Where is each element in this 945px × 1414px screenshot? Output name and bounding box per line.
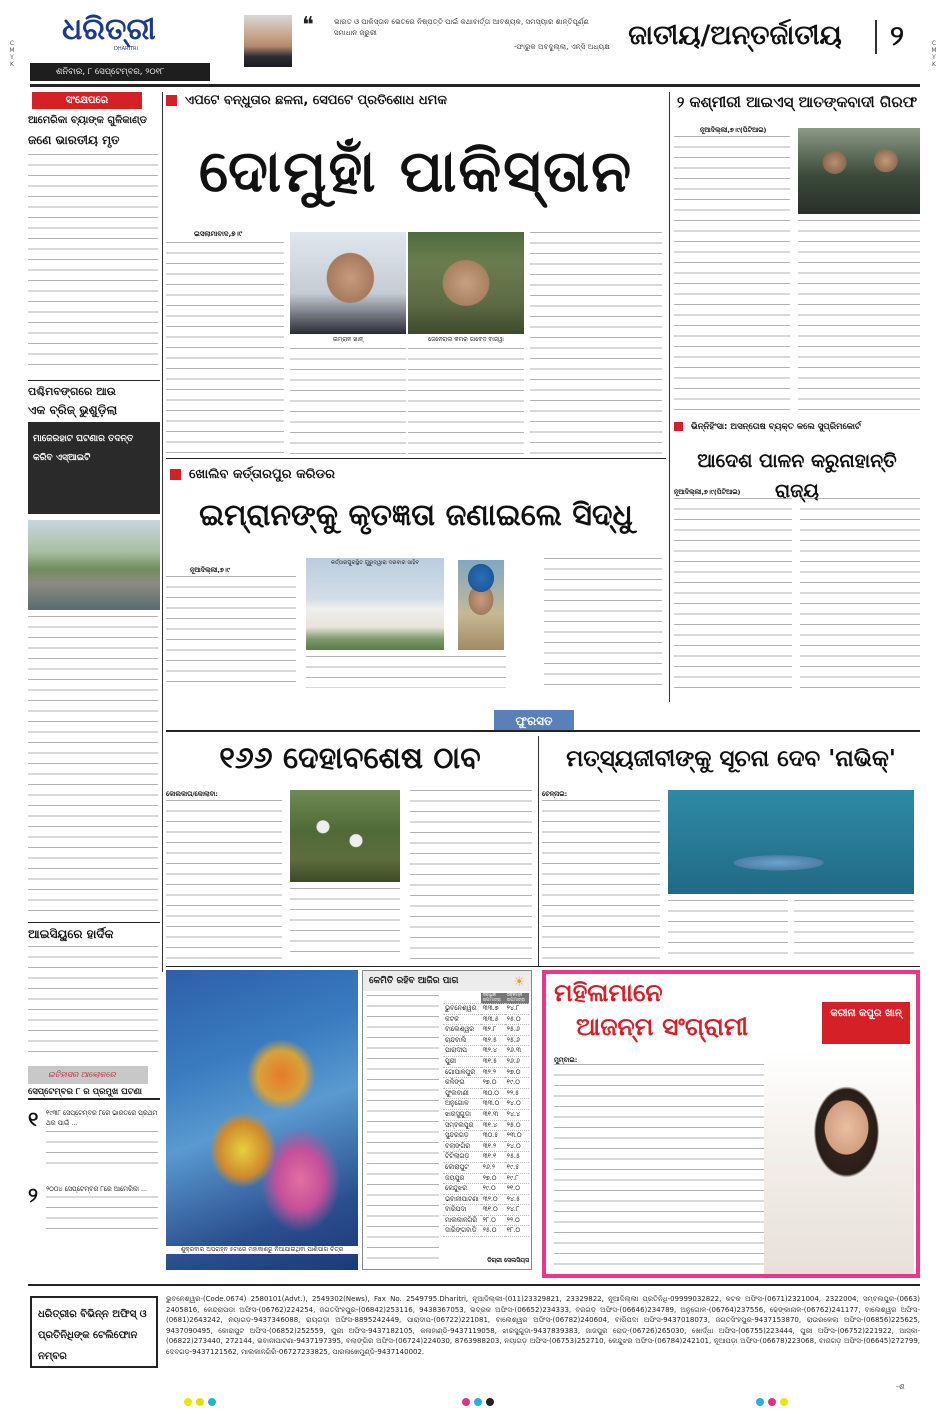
weather-row — [443, 1131, 529, 1142]
general-bajwa-photo — [408, 232, 524, 334]
weather-max: ୨୭.୦ — [481, 1173, 505, 1184]
weather-city: ଚାନ୍ଦବାଲି — [443, 1035, 481, 1046]
sc-dateline: ନୂଆଦିଲ୍ଲୀ,୭।୯(ପିଟିଆଇ) — [674, 488, 741, 496]
weather-max: ୩୧.୪ — [481, 1120, 505, 1131]
weather-max: ୩୧.୦ — [481, 1205, 505, 1216]
weather-min: ୨୧.୦ — [505, 1184, 529, 1195]
sidhu-kicker-text: ଖୋଲିବ କର୍ତ୍ତାରପୁର କରିଡର — [189, 467, 336, 482]
left-sidebar — [28, 92, 160, 1322]
caption-imran: ଇମ୍ରାନ ଖାନ୍ — [332, 336, 364, 343]
quote-mark-icon: ❝ — [302, 13, 314, 38]
page-mark: -ଶ — [896, 1382, 905, 1391]
weather-min: ୨୭.୦ — [505, 1067, 529, 1078]
remains-body-col2 — [290, 888, 400, 960]
weather-city: କଟକ — [443, 1014, 481, 1025]
section-divider — [875, 20, 877, 54]
main-body-col2 — [290, 348, 406, 454]
main-body-col1 — [166, 242, 284, 454]
history-item-1: ୧ ୧୯୩୮ ସେପ୍ଟେମ୍ବର ୮ରେ ଭାରତରେ ପ୍ରଥମ ଥର ପାଇଁ ... — [28, 1108, 160, 1178]
sc-kicker — [674, 420, 920, 434]
sidebar-rule-1 — [28, 380, 160, 381]
main-body-col4 — [530, 232, 662, 454]
weather-max: ୩୨.୦ — [481, 1194, 505, 1205]
navic-headline: ମତ୍ସ୍ୟଜୀବୀଙ୍କୁ ସୂଚନା ଦେବ 'ନାଭିକ୍' — [566, 746, 896, 772]
weather-city: କେନ୍ଦୁଝର — [443, 1184, 481, 1195]
story2-title: ପଶ୍ଚିମବଙ୍ଗରେ ଆଉ — [28, 385, 116, 398]
weather-min: ୨୪.୫ — [505, 1194, 529, 1205]
registration-dot — [196, 1398, 204, 1406]
weather-city: ପାରାଦୀପ — [443, 1046, 481, 1057]
terrorists-photo — [798, 128, 920, 214]
fursat-label-text: ଫୁରସତ — [515, 714, 553, 728]
weather-row — [443, 1088, 529, 1099]
weather-row — [443, 1205, 529, 1216]
main-headline: ଦୋମୁହାଁ ପାକିସ୍ତାନ — [198, 137, 634, 205]
weather-min: ୨୫.୬ — [505, 1025, 529, 1036]
sidhu-story — [166, 462, 666, 702]
fishing-boat-photo — [668, 790, 914, 894]
history-date: ସେପ୍ଟେମ୍ବର ୮ ର ପ୍ରମୁଖ ଘଟଣା — [28, 1084, 160, 1100]
weather-min: ୨୪.୦ — [505, 1099, 529, 1110]
sc-body-col1 — [674, 498, 792, 694]
sidhu-body-col3 — [544, 558, 662, 694]
logo-text: ଧରିତ୍ରୀ — [62, 12, 156, 47]
registration-dot — [780, 1398, 788, 1406]
weather-city: ସୁନ୍ଦରଗଡ଼ — [443, 1131, 481, 1142]
weather-row — [443, 1056, 529, 1067]
sidhu-photo — [458, 560, 504, 650]
registration-dot — [208, 1398, 216, 1406]
col-city — [443, 993, 481, 1004]
fursat-label — [494, 710, 574, 732]
quote-portrait — [244, 15, 292, 67]
weather-min: ୨୫.୫ — [505, 1152, 529, 1163]
history-item-2-text: ୨୦୦୪ ସେପ୍ଟେମ୍ବର ୮ରେ ଆମେରିକା ... — [46, 1184, 158, 1194]
weather-city: ଗୋପାଳପୁର — [443, 1067, 481, 1078]
history-box — [28, 1066, 160, 1102]
weather-min: ୨୩.୦ — [505, 1131, 529, 1142]
cmyk-marks-left: C M Y K — [9, 40, 15, 68]
weather-min: ୨୪.୦ — [505, 1141, 529, 1152]
weather-row — [443, 1025, 529, 1036]
brief-label-text: ସଂକ୍ଷେପରେ — [65, 95, 109, 106]
navic-story — [542, 736, 920, 966]
masthead-logo — [62, 12, 192, 52]
weather-city: ମାଲକାନଗିରି — [443, 1215, 481, 1226]
right-story — [674, 92, 920, 412]
story1-title: ଆମେରିକା ବ୍ୟାଙ୍କ ଗୁଳିକାଣ୍ଡ — [28, 115, 147, 126]
registration-dot — [474, 1398, 482, 1406]
story1-sub: ଜଣେ ଭାରତୀୟ ମୃତ — [28, 133, 120, 147]
feature-headline-2: ଆଜନ୍ମ ସଂଗ୍ରାମୀ — [576, 1012, 749, 1041]
weather-row — [443, 1162, 529, 1173]
weather-city: ବଲାଙ୍ଗିର — [443, 1141, 481, 1152]
registration-dot — [486, 1398, 494, 1406]
gurudwara-photo — [306, 558, 444, 650]
weather-city: କଳିଙ୍ଗ — [443, 1078, 481, 1089]
main-body-col3 — [408, 348, 524, 454]
date-text: ଶନିବାର, ୮ ସେପ୍ଟେମ୍ବର, ୨୦୧୮ — [56, 67, 165, 77]
weather-row — [443, 1078, 529, 1089]
gurudwara-caption: କର୍ତ୍ତାରପୁରସ୍ଥିତ ଗୁରୁଦ୍ୱାରା ଦରବାର ସାହିବ — [330, 560, 420, 566]
weather-max: ୨୯.୦ — [481, 1184, 505, 1195]
weather-forecast-text — [367, 995, 439, 1265]
right-body-col1 — [674, 136, 790, 412]
brief-label — [32, 92, 142, 109]
weather-city: ସମ୍ବଲପୁର — [443, 1120, 481, 1131]
imran-khan-photo — [290, 232, 406, 334]
main-story — [166, 92, 666, 462]
weather-min: ୨୫.୦ — [505, 1120, 529, 1131]
weather-max: ୩୨.୨ — [481, 1067, 505, 1078]
story2-box-text: ମାଜେରହାଟ ଘଟଣାର ତଦନ୍ତ କରିବ ଏସ୍‌ଆଇଟି — [33, 434, 134, 463]
caption-bajwa: ଜେନେରାଲ କମର ଜାବେଦ ବାଜୱା — [428, 336, 504, 343]
weather-min: ୨୬.୬ — [505, 1056, 529, 1067]
bullet-square-icon — [166, 95, 177, 106]
logo-sub: DHARITRI — [114, 46, 138, 52]
story2-sub: ଏକ ବ୍ରିଜ୍ ଭୁଶୁଡ଼ିଲା — [28, 403, 118, 417]
registration-dot — [768, 1398, 776, 1406]
weather-max: ୩୧.୩ — [481, 1109, 505, 1120]
satellite-map — [166, 970, 358, 1270]
weather-min: ୧୮.୦ — [505, 1226, 529, 1237]
sidhu-body-col2 — [306, 656, 506, 688]
weather-city: ବାଲେଶ୍ୱର — [443, 1025, 481, 1036]
lower-column-rule — [538, 736, 539, 966]
remains-body-col3 — [410, 790, 532, 960]
weather-row — [443, 1067, 529, 1078]
section-title: ଜାତୀୟ/ଅନ୍ତର୍ଜାତୀୟ — [628, 20, 842, 51]
weather-min: ୨୨.୫ — [505, 1088, 529, 1099]
main-dateline: ଇସଲାମାବାଦ,୭।୯ — [194, 230, 243, 238]
weather-min: ୨୫.୬ — [505, 1035, 529, 1046]
weather-max: ୩୨.୫ — [481, 1035, 505, 1046]
weather-footer: ଡିଗ୍ରୀ ସେଲସିୟସ — [487, 1257, 529, 1264]
weather-city: ଭବାନୀପାଟଣା — [443, 1194, 481, 1205]
sidhu-headline: ଇମ୍ରାନଙ୍କୁ କୃତଜ୍ଞତା ଜଣାଇଲେ ସିଦ୍ଧୁ — [199, 498, 633, 533]
weather-row — [443, 1173, 529, 1184]
weather-city: ବାରିପଦା — [443, 1205, 481, 1216]
remains-body-col1 — [166, 800, 282, 960]
cmyk-marks-right: C M Y K — [931, 40, 937, 68]
weather-min: ୨୪.୮ — [505, 1004, 529, 1015]
navic-body-col1 — [542, 800, 660, 960]
right-column-rule — [669, 92, 670, 702]
weather-row — [443, 1109, 529, 1120]
feature-name-tag: କରୀନା କପୁର ଖାନ୍ — [822, 1002, 910, 1044]
weather-table — [443, 993, 529, 1237]
kareena-photo — [764, 1052, 914, 1274]
navic-body-col3 — [794, 900, 914, 960]
weather-max: ୩୧.୨ — [481, 1141, 505, 1152]
main-kicker-text: ଏପଟେ ବନ୍ଧୁତାର ଛଳନା, ସେପଟେ ପ୍ରତିଶୋଧ ଧମକ — [185, 93, 448, 108]
registration-dot — [184, 1398, 192, 1406]
weather-min: ୧୯.୮ — [505, 1173, 529, 1184]
weather-min: ୨୪.୪ — [505, 1109, 529, 1120]
weather-row — [443, 1046, 529, 1057]
weather-min: ୨୪.୮ — [505, 1205, 529, 1216]
registration-dot — [756, 1398, 764, 1406]
sidhu-dateline: ନୂଆଦିଲ୍ଲୀ,୭।୯ — [190, 566, 230, 574]
sun-cloud-icon: ☀ — [513, 975, 525, 990]
weather-row — [443, 1141, 529, 1152]
weather-min: ୧୯.୫ — [505, 1162, 529, 1173]
weather-min: ୧୯.୦ — [505, 1078, 529, 1089]
history-item-2: ୨ ୨୦୦୪ ସେପ୍ଟେମ୍ବର ୮ରେ ଆମେରିକା ... — [28, 1184, 160, 1244]
weather-city: ଦାରିଙ୍ଗବାଡ଼ି — [443, 1226, 481, 1237]
masthead-rule — [30, 84, 920, 87]
weather-max: ୩୨.୪ — [481, 1046, 505, 1057]
main-story-bottom-rule — [166, 458, 666, 459]
remains-dateline: କୋଲକାତା/କୋଲାବା: — [166, 790, 218, 798]
sidhu-kicker — [166, 466, 666, 484]
feature-body — [554, 1064, 794, 1268]
bullet-square-icon — [674, 422, 683, 431]
sidebar-rule-2 — [28, 922, 160, 923]
weather-min: ୨୨.୦ — [505, 1215, 529, 1226]
sc-kicker-text: ଭିନ୍ନିହିଂସା: ଅସନ୍ତୋଷ ବ୍ୟକ୍ତ କଲେ ସୁପ୍ରିମକୋର୍ଟ — [691, 422, 861, 432]
weather-max: ୩୩.୫ — [481, 1014, 505, 1025]
feature-headline-1: ମହିଳାମାନେ — [554, 978, 663, 1007]
weather-max: ୨୭.୦ — [481, 1078, 505, 1089]
feature-dateline: ମୁମ୍ବାଇ: — [554, 1056, 578, 1064]
footer-label-box — [30, 1296, 158, 1368]
navic-dateline: ଚେନ୍ନାଇ: — [542, 790, 568, 798]
weather-row — [443, 1226, 529, 1237]
lower-bottom-rule — [166, 966, 920, 967]
registration-dot — [462, 1398, 470, 1406]
weather-max: ୩୦.୦ — [481, 1088, 505, 1099]
remains-story — [166, 736, 534, 966]
story2-body — [28, 616, 158, 916]
weather-city: ପୁରୀ — [443, 1056, 481, 1067]
history-item-1-text: ୧୯୩୮ ସେପ୍ଟେମ୍ବର ୮ରେ ଭାରତରେ ପ୍ରଥମ ଥର ପାଇଁ ... — [46, 1109, 158, 1127]
history-label: ଇତିହାସର ଆଲୋକରେ — [28, 1066, 148, 1084]
weather-city: ଭୁବନେଶ୍ୱର — [443, 1004, 481, 1015]
sidhu-body-col1 — [166, 576, 296, 688]
sc-headline: ଆଦେଶ ପାଳନ କରୁନାହାନ୍ତି ରାଜ୍ୟ — [697, 450, 897, 502]
weather-max: ୩୩.୭ — [481, 1004, 505, 1015]
bridge-collapse-photo — [28, 520, 160, 610]
footer-label: ଧରିତ୍ରୀର ବିଭିନ୍ନ ଅଫିସ୍ ଓ ପ୍ରତିନିଧିଙ୍କ ଟେଲିଫୋନ ନମ୍ବର — [38, 1309, 147, 1362]
remains-headline: ୧୬୬ ଦେହାବଶେଷ ଠାବ — [219, 741, 481, 776]
right-body-col2 — [798, 220, 920, 412]
weather-title — [363, 971, 531, 991]
sidebar-column-rule — [162, 92, 163, 972]
weather-max: ୩୩.୦ — [481, 1099, 505, 1110]
right-dateline: ନୂଆଦିଲ୍ଲୀ,୭।୯(ପିଟିଆଇ) — [700, 126, 767, 134]
main-kicker — [166, 92, 666, 110]
footer-rule — [28, 1284, 920, 1286]
weather-max: ୨୬.୨ — [481, 1162, 505, 1173]
story2-box — [28, 422, 160, 514]
weather-row — [443, 1194, 529, 1205]
col-max: ସର୍ବାଧିକ ତାପମାତ୍ରା — [481, 993, 505, 1004]
weather-max: ୩୧.୫ — [481, 1056, 505, 1067]
satellite-caption: ଶୁକ୍ରବାର ଅପରାହ୍ନ ୫ଟାରେ ମହାକାଶରୁ ନିଆଯାଇଥିବା ପାଣିପାଗ ଚିତ୍ର — [166, 1246, 358, 1254]
sc-body-col2 — [800, 498, 920, 694]
weather-box — [362, 970, 532, 1270]
date-bar — [30, 63, 210, 81]
weather-max: ୩୨.୮ — [481, 1025, 505, 1036]
col-min: ସର୍ବନିମ୍ନ ତାପମାତ୍ରା — [505, 993, 529, 1004]
story1-body — [28, 154, 158, 374]
weather-row — [443, 1184, 529, 1195]
weather-max: ୨୮.୦ — [481, 1215, 505, 1226]
feature-box — [542, 970, 920, 1278]
weather-row — [443, 1152, 529, 1163]
weather-max: ୩୦.୫ — [481, 1131, 505, 1142]
story3-body — [28, 946, 158, 1056]
navic-body-col2 — [668, 900, 788, 960]
weather-city: ଟିଟିଲାଗଡ଼ — [443, 1152, 481, 1163]
right-headline: ୨ କଶ୍ମୀରୀ ଆଇଏସ୍ ଆତଙ୍କବାଦୀ ଗିରଫ — [676, 93, 918, 111]
fursat-rule — [166, 730, 920, 732]
weather-min: ୨୬.୩ — [505, 1046, 529, 1057]
weather-row — [443, 1099, 529, 1110]
weather-city: କୋରାପୁଟ — [443, 1162, 481, 1173]
quote-author: -ଫାରୁକ ଅବଦୁଲ୍ଲା, ଏନ୍‌ସି ଅଧ୍ୟକ୍ଷ — [513, 42, 610, 51]
weather-city: ଝାରସୁଗୁଡ଼ା — [443, 1109, 481, 1120]
weather-city: ଅନୁଗୋଳ — [443, 1099, 481, 1110]
weather-row — [443, 1004, 529, 1015]
weather-max: ୨୫.୦ — [481, 1226, 505, 1237]
weather-row — [443, 1120, 529, 1131]
weather-row — [443, 1035, 529, 1046]
footer-contacts: ଭୁବନେଶ୍ୱର-(Code.0674) 2580101(Advt.), 2549302(News), Fax No. 2549795.Dharitri, ନୂଆଦିଲ୍ଲୀ-(011)23329821, 23329822, ନୂଆଦିଲ୍ଲୀ ପ୍ରତିନିଧି-09999032822, କଟକ ଅଫିସ-(0671)2321004, 2322004, ସମ୍ବଲପୁର-(0663) 2405816, କେନ୍ଦ୍ରାପଡ଼ା ଅଫିସ-(06762)224254, ଜଗତସିଂହପୁର-(06842)253116, 9438367053, ଭଦ୍ରକ ଅଫିସ-(06652)234333, ବରଗଡ଼ ଅଫିସ-(06646)234789, ଅନୁଗୋଳ-(06764)237556, ଢେଙ୍କାନାଳ-(06762)241177, ବାଲେଶ୍ୱର ଅଫିସ-(0681)2643242, ନୟାଗଡ଼-9437346088, ରାୟଗଡ଼ା ଅଫିସ-8895242449, ପାରାଦୀପ-(06722)221081, ବାଲେଶ୍ୱର ଅଫିସ-(06782)240604, ବାରିପଦା ଅଫିସ-9437018073, ଜଗତସିଂହପୁର-9437153870, ରାଉରକେଲା ଅଫିସ-(06856)225625, 9437090495, କୋରାପୁଟ ଅଫିସ-(06852)252559, ପୁରୀ ଅଫିସ-9437182105, କଳାହାଣ୍ଡି-9437119058, ଝାରସୁଗୁଡ଼ା-9437839383, ଜାଜପୁର ରୋଡ୍-(06726)265030, ଖୋର୍ଦ୍ଧା ଅଫିସ-(06755)223444, ପୁରୀ ଅଫିସ-(06752)221922, ଆସ୍କା-(06822)273440, 272144, ଭବାନୀପାଟଣା-9437197395, ବଲାଙ୍ଗିର ଅଫିସ-(06724)224030, 8763988203, ନୟାଗଡ଼ ଅଫିସ-(06753)252710, କେନ୍ଦୁଝର ଅଫିସ-(06784)242101, ନୂଆପଡ଼ା ଅଫିସ-(06678)223068, ବାରଗଡ଼ ଅଫିସ-(06645)272799, ଦେବଗଡ଼-9437121562, ମାଲକାନଗିରି-06727233825, ପାରଳାଖେମୁଣ୍ଡି-9437140002. — [166, 1295, 920, 1356]
story3-title: ଆଇସିୟୁରେ ହାର୍ଦିକ — [28, 927, 114, 941]
weather-city: ଫୁଲବାଣୀ — [443, 1088, 481, 1099]
weather-title-text: କେମିତି ରହିବ ଆଜିର ପାଗ — [369, 976, 459, 986]
weather-min: ୨୫.୦ — [505, 1014, 529, 1025]
weather-max: ୩୧.୧ — [481, 1152, 505, 1163]
weather-city: ଜୟପୁର — [443, 1173, 481, 1184]
weather-row — [443, 1215, 529, 1226]
page-number: ୨ — [890, 19, 904, 52]
quote-text: ଭାରତ ଓ ପାକିସ୍ତାନ ଭେତରେ ନିଷ୍ପତ୍ତି ପାଇଁ କଥାବାର୍ତ୍ତା ଆବଶ୍ୟକ, ସମସ୍ୟାର ଶାନ୍ତିପୂର୍ଣ୍ଣ ସମାଧାନ ଜରୁରୀ — [334, 17, 589, 37]
bullet-square-icon — [170, 469, 181, 480]
remains-photo — [290, 790, 400, 882]
sc-story — [674, 420, 920, 702]
masthead — [0, 0, 945, 88]
weather-row — [443, 1014, 529, 1025]
